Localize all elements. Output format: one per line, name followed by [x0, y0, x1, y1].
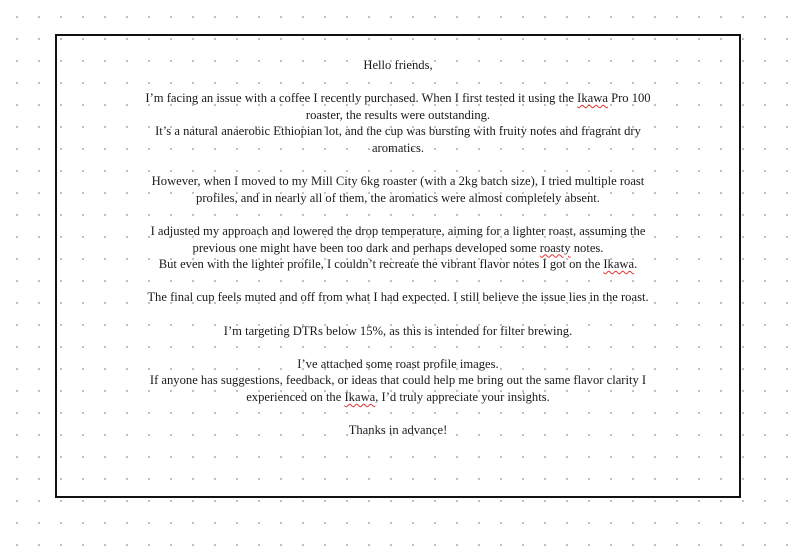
ikawa-word-misspelled: Ikawa	[603, 257, 635, 272]
paragraph-final-cup	[57, 289, 739, 306]
roasty-word-misspelled: roasty	[539, 240, 571, 255]
request-line-3-end: , I’d truly appreciate your insights.	[375, 389, 550, 404]
request-line-3	[65, 389, 731, 406]
final-cup-line: The final cup feels muted and off from what I had expected. I still believe the issue lies in the roast.	[147, 290, 649, 305]
paragraph-adjustment	[57, 223, 739, 273]
ikawa-word-misspelled: Ikawa	[577, 91, 608, 106]
closing-text: Thanks in advance!	[348, 423, 448, 438]
request-line-1: I’ve attached some roast profile images.	[297, 356, 499, 371]
note-body	[57, 57, 739, 439]
adjustment-line-3	[65, 256, 731, 273]
paragraph-mill-city	[57, 173, 739, 206]
paragraph-intro	[57, 90, 739, 156]
intro-line-1	[65, 90, 731, 107]
intro-line-1-start: I’m facing an issue with a coffee I recently purchased. When I first tested it using the	[145, 91, 578, 106]
intro-line-3: It’s a natural anaerobic Ethiopian lot, and the cup was bursting with fruity notes and fragrant dry	[155, 124, 641, 139]
adjustment-line-3-end: .	[634, 257, 638, 272]
closing-paragraph	[57, 422, 739, 439]
request-line-3-start: experienced on the	[246, 389, 345, 404]
ikawa-word-misspelled: Ikawa	[344, 389, 376, 404]
request-line-2: If anyone has suggestions, feedback, or ideas that could help me bring out the same flavor clarity I	[149, 373, 647, 388]
adjustment-line-2	[65, 240, 731, 257]
paragraph-request	[57, 356, 739, 406]
intro-line-2: roaster, the results were outstanding.	[305, 107, 491, 122]
paragraph-dtr	[57, 323, 739, 340]
mill-city-line-2: profiles, and in nearly all of them, the aromatics were almost completely absent.	[196, 190, 600, 205]
intro-line-1-end: Pro 100	[607, 91, 651, 106]
text-note-box[interactable]	[55, 34, 741, 498]
adjustment-line-2-start: previous one might have been too dark and perhaps developed some	[192, 240, 540, 255]
greeting-text: Hello friends,	[363, 58, 433, 72]
greeting-paragraph	[57, 57, 739, 74]
adjustment-line-2-end: notes.	[570, 240, 604, 255]
adjustment-line-3-start: But even with the lighter profile, I couldn’t recreate the vibrant flavor notes I got on the	[158, 257, 604, 272]
dtr-line: I’m targeting DTRs below 15%, as this is intended for filter brewing.	[223, 323, 573, 338]
mill-city-line-1: However, when I moved to my Mill City 6kg roaster (with a 2kg batch size), I tried multiple roast	[151, 174, 645, 189]
intro-line-4: aromatics.	[371, 140, 425, 155]
adjustment-line-1: I adjusted my approach and lowered the drop temperature, aiming for a lighter roast, assuming the	[150, 223, 646, 238]
